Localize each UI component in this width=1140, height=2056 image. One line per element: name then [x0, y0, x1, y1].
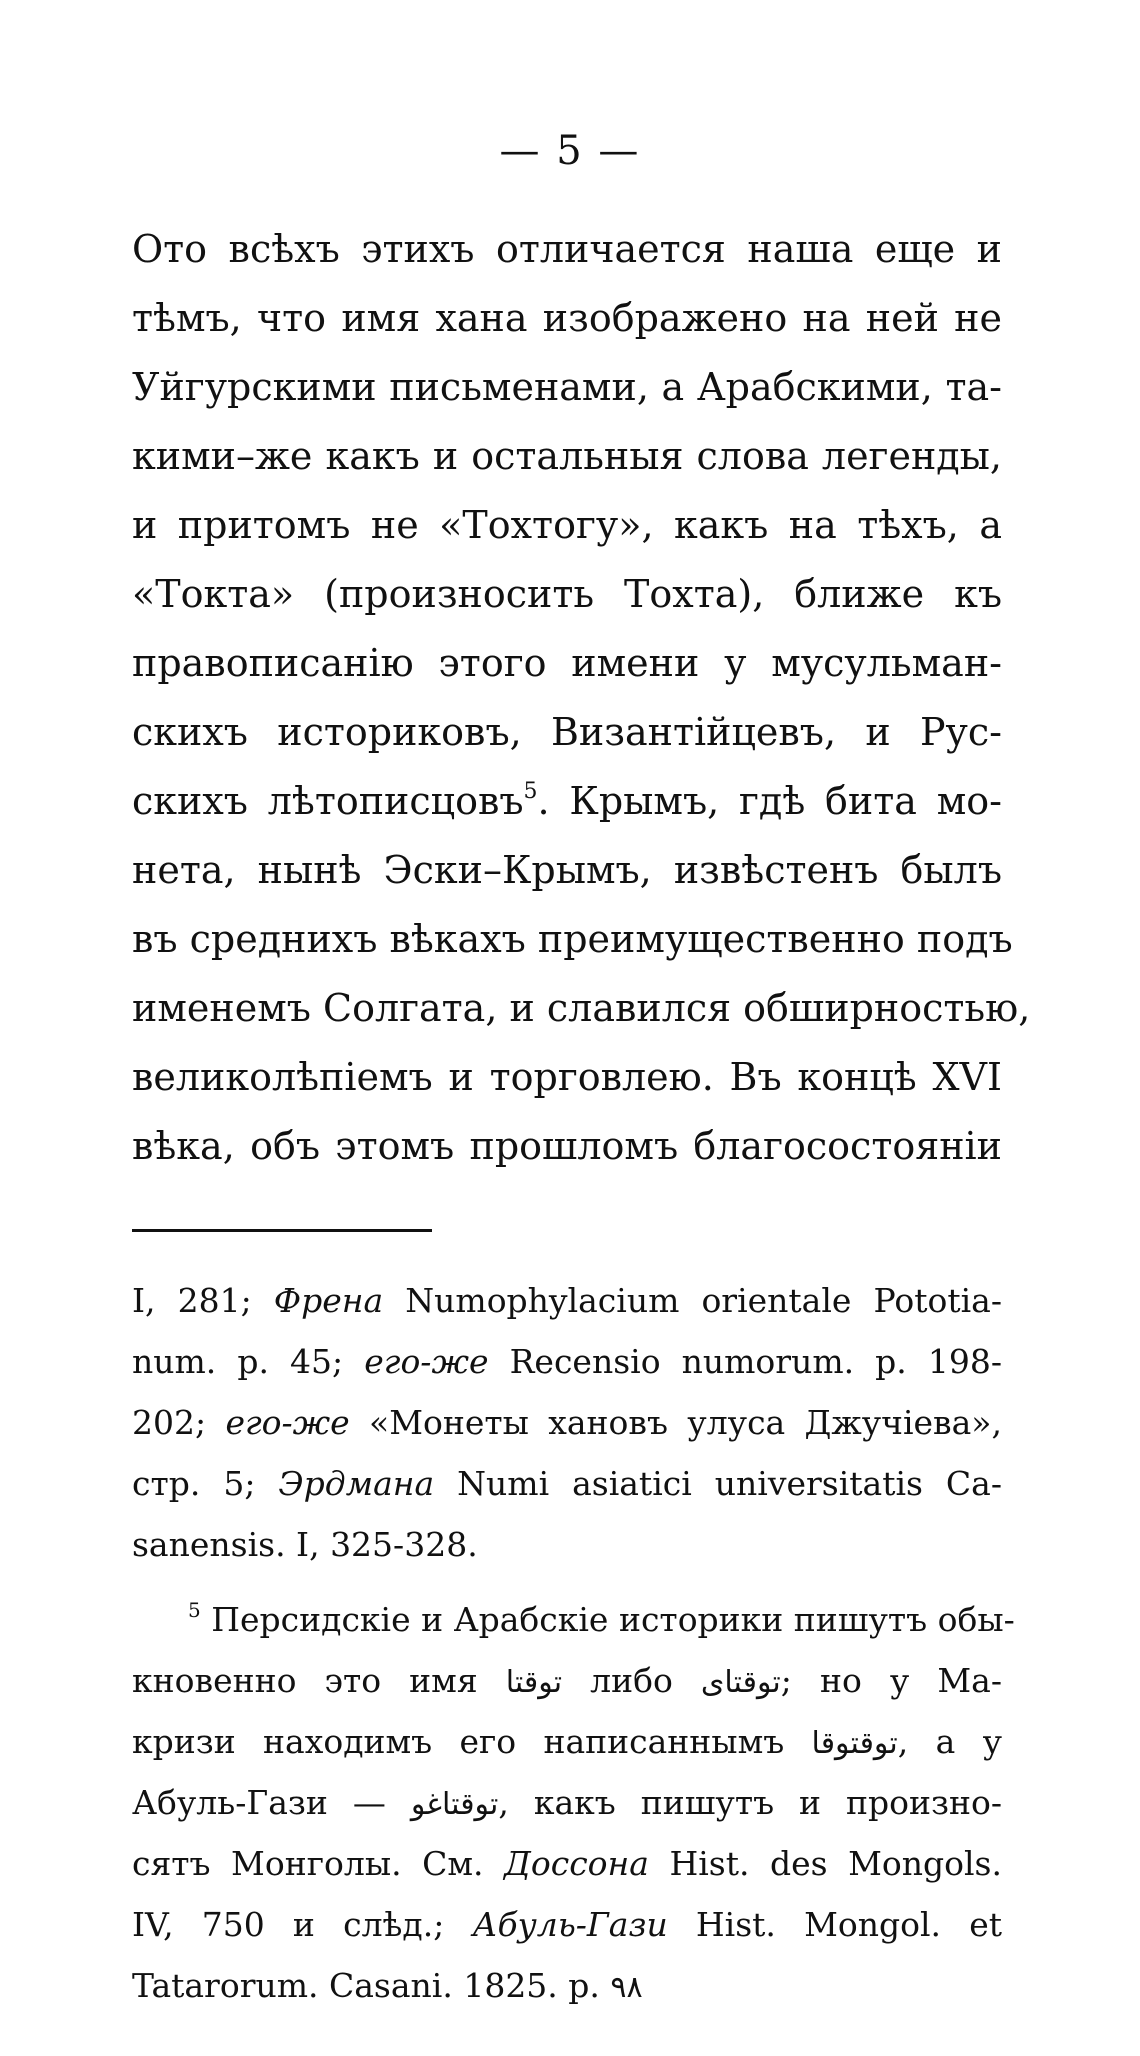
footnote-line — [132, 1833, 1002, 1894]
text-line: Ото всѣхъ этихъ отличается наша еще и — [132, 227, 1002, 271]
text-fragment: , а у — [897, 1722, 1002, 1761]
footnote-line: sanensis. I, 325-328. — [132, 1525, 478, 1564]
footnote-line — [132, 1772, 1002, 1833]
footnote-line — [132, 1650, 1002, 1711]
footnote-reference[interactable]: 5 — [523, 779, 538, 804]
text-fragment: ; но у Ма- — [780, 1661, 1002, 1700]
text-fragment: num. p. 45; — [132, 1342, 365, 1381]
text-line: нета, нынѣ Эски–Крымъ, извѣстенъ былъ — [132, 848, 1002, 892]
footnote-5 — [132, 1589, 1015, 2016]
text-fragment: Numophylacium orientale Pototia- — [383, 1281, 1002, 1320]
text-fragment: Hist. Mongol. et — [667, 1905, 1002, 1944]
footnote-line — [132, 1894, 1002, 1955]
text-line: правописанію этого имени у мусульман- — [132, 641, 1002, 685]
author-name: его-же — [225, 1403, 350, 1442]
author-name: его-же — [364, 1342, 489, 1381]
text-line — [132, 767, 1002, 836]
author-name: Френа — [273, 1281, 384, 1320]
text-line: тѣмъ, что имя хана изображено на ней не — [132, 296, 1002, 340]
text-line: именемъ Солгата, и славился обширностью, — [132, 986, 1031, 1030]
text-fragment: Recensio numorum. p. 198- — [488, 1342, 1003, 1381]
text-fragment: кновенно это имя — [132, 1661, 506, 1700]
arabic-word: توقتا — [505, 1665, 563, 1700]
text-fragment: 202; — [132, 1403, 226, 1442]
arabic-word: توقتاى — [700, 1665, 781, 1700]
text-line: скихъ историковъ, Византійцевъ, и Рус- — [132, 710, 1002, 754]
text-fragment: сятъ Монголы. См. — [132, 1844, 505, 1883]
footnote-line — [132, 1392, 1002, 1453]
text-fragment: I, 281; — [132, 1281, 274, 1320]
text-line: великолѣпіемъ и торговлею. Въ концѣ XVI — [132, 1055, 1002, 1099]
text-fragment: «Монеты хановъ улуса Джучіева», — [349, 1403, 1002, 1442]
author-name: Эрдмана — [278, 1464, 435, 1503]
text-fragment: , какъ пишутъ и произно- — [498, 1783, 1002, 1822]
text-fragment: Numi asiatici universitatis Ca- — [434, 1464, 1002, 1503]
footnotes — [132, 1270, 1015, 2016]
footnote-marker: 5 — [188, 1598, 201, 1622]
footnote-divider — [132, 1229, 432, 1232]
footnote-line — [132, 1453, 1002, 1514]
text-fragment: кризи находимъ его написаннымъ — [132, 1722, 812, 1761]
text-line: вѣка, объ этомъ прошломъ благосостояніи — [132, 1124, 1002, 1168]
text-fragment: скихъ лѣтописцовъ — [132, 779, 524, 823]
text-line: и притомъ не «Тохтогу», какъ на тѣхъ, а — [132, 503, 1002, 547]
text-line: кими–же какъ и остальныя слова легенды, — [132, 434, 1002, 478]
text-fragment: Tatarorum. Casani. 1825. p. — [132, 1966, 611, 2005]
text-fragment: Hist. des Mongols. — [648, 1844, 1002, 1883]
text-fragment: . Крымъ, гдѣ бита мо- — [537, 779, 1002, 823]
author-name: Доссона — [504, 1844, 649, 1883]
footnote-continued — [132, 1270, 1002, 1575]
text-fragment: стр. 5; — [132, 1464, 279, 1503]
arabic-word: توقتاغو — [410, 1787, 499, 1822]
text-line: въ среднихъ вѣкахъ преимущественно подъ — [132, 917, 1013, 961]
arabic-numeral: ٩٨ — [610, 1970, 643, 2005]
page-number: — 5 — — [499, 128, 641, 174]
footnote-line — [132, 1331, 1002, 1392]
text-line: «Токта» (произносить Тохта), ближе къ — [132, 572, 1002, 616]
text-fragment: IV, 750 и слѣд.; — [132, 1905, 473, 1944]
arabic-word: توقتوقا — [811, 1726, 898, 1761]
footnote-line — [132, 1711, 1002, 1772]
footnote-line — [132, 1955, 1002, 2016]
footnote-line — [132, 1589, 1015, 1650]
text-line: Уйгурскими письменами, а Арабскими, та- — [132, 365, 1002, 409]
main-text — [132, 215, 1031, 1181]
footnote-line — [132, 1270, 1002, 1331]
text-fragment: Абуль-Гази — — [132, 1783, 411, 1822]
text-fragment: Персидскіе и Арабскіе историки пишутъ обы- — [200, 1600, 1015, 1639]
author-name: Абуль-Гази — [472, 1905, 668, 1944]
text-fragment: либо — [562, 1661, 701, 1700]
